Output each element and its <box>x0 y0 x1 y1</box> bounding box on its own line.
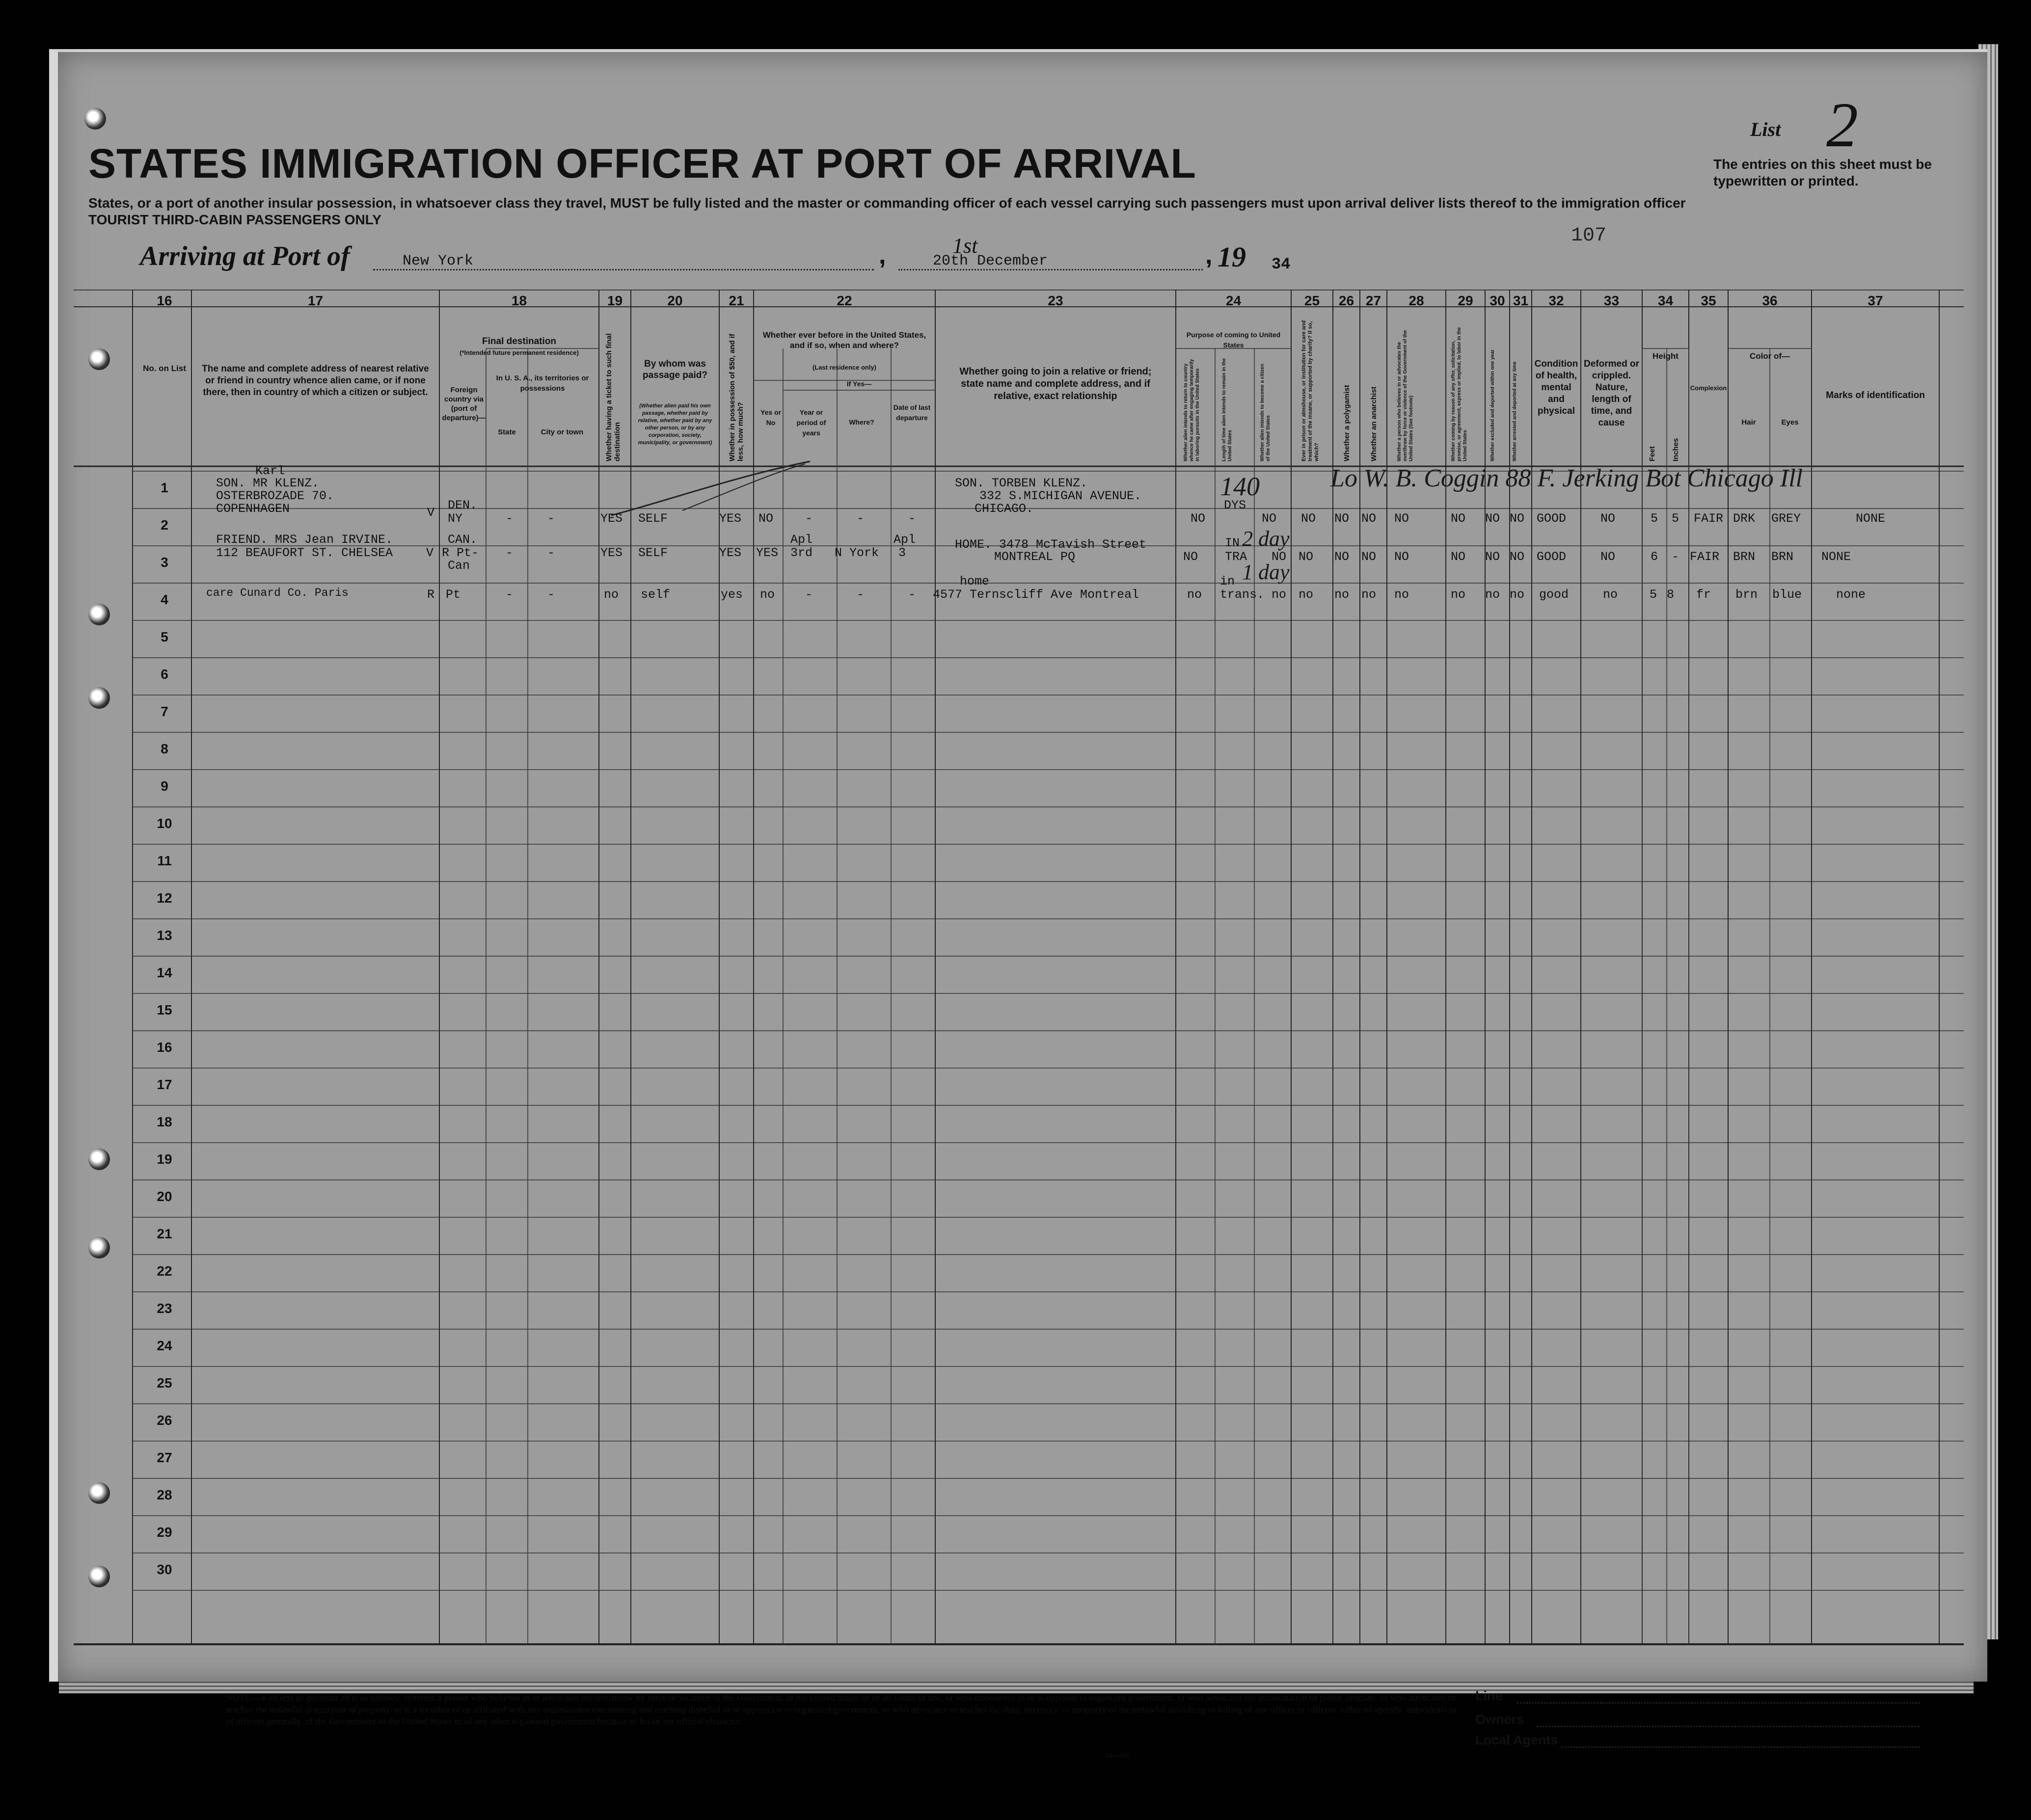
header-color-of: Color of— <box>1749 351 1790 361</box>
row-number: 16 <box>157 1040 172 1055</box>
column-number: 22 <box>837 293 852 308</box>
before-value: NO <box>758 511 774 526</box>
column-number: 21 <box>729 293 744 308</box>
relative-name: FRIEND. MRS Jean IRVINE. <box>216 533 393 547</box>
complexion-value: FAIR <box>1690 550 1720 564</box>
row-number: 3 <box>161 555 168 570</box>
header-marks: Marks of identification <box>1826 390 1925 401</box>
header-passage-note: (Whether alien paid his own passage, whether paid by relative, whether paid by any other person, or by any corporation, society, municipality, or government) <box>638 403 712 446</box>
complexion-value: FAIR <box>1694 511 1724 526</box>
row-number: 5 <box>161 629 168 644</box>
city-value: - <box>547 511 555 526</box>
state-value: - <box>506 546 514 560</box>
health-value: GOOD <box>1537 511 1567 526</box>
column-number: 30 <box>1489 293 1505 308</box>
length-value: TRA <box>1225 550 1247 564</box>
column-number: 20 <box>667 293 683 308</box>
document-title: STATES IMMIGRATION OFFICER AT PORT OF ARRIVAL <box>88 140 1196 187</box>
header-prison: Ever in prison or almshouse, or institution for care and treatment of the insane, or supported by charity? If so, which? <box>1301 320 1320 461</box>
column-number: 37 <box>1868 293 1883 308</box>
offer-value: NO <box>1451 550 1466 564</box>
list-instruction-note: The entries on this sheet must be typewritten or printed. <box>1713 157 1932 188</box>
return-value: no <box>1187 588 1202 602</box>
row-number: 17 <box>157 1077 172 1092</box>
header-excluded: Whether excluded and deported within one year <box>1490 349 1495 461</box>
health-value: GOOD <box>1537 550 1567 564</box>
length-value: DYS <box>1224 498 1246 512</box>
row-number: 21 <box>157 1226 172 1241</box>
polygamist-value: NO <box>1334 550 1350 564</box>
join-relative-address: 332 S.MICHIGAN AVENUE. <box>979 489 1142 503</box>
row-number: 26 <box>157 1413 172 1428</box>
column-number: 19 <box>607 293 623 308</box>
row-number: 29 <box>157 1525 172 1540</box>
header-date-departure: Date of last departure <box>893 403 931 422</box>
foreign-port: NY <box>448 511 463 526</box>
arrival-date: 20th December <box>933 253 1048 269</box>
year-prefix: 19 <box>1218 241 1246 273</box>
departure-value: Apl <box>894 533 916 547</box>
header-ticket: Whether having a ticket to such final destination <box>605 333 622 461</box>
header-feet: Feet <box>1648 446 1656 461</box>
header-final-destination: Final destination <box>482 336 556 347</box>
ticket-value: YES <box>600 511 623 526</box>
header-instructions: States, or a port of another insular possession, in whatsoever class they travel, MUST be fully listed and the master or commanding officer of each vessel carrying such passengers must upon arrival deliver lists thereof to the immigration officer <box>88 195 1686 211</box>
column-number: 16 <box>157 293 172 308</box>
marks-value: NONE <box>1821 550 1851 564</box>
header-yes-no: Yes or No <box>760 408 782 427</box>
comma-separator: , <box>879 241 886 269</box>
header-height: Height <box>1652 351 1679 361</box>
owners-underline <box>1537 1726 1920 1727</box>
column-number: 24 <box>1225 293 1242 308</box>
before-value: no <box>760 588 775 602</box>
passenger-class-line: TOURIST THIRD-CABIN PASSENGERS ONLY <box>88 212 381 227</box>
polygamist-value: NO <box>1334 511 1350 526</box>
row-number: 20 <box>157 1189 172 1204</box>
relative-given-name: Karl <box>255 464 285 478</box>
list-number: 2 <box>1826 90 1858 161</box>
anarchist-value: NO <box>1361 511 1377 526</box>
overthrow-value: NO <box>1394 511 1409 526</box>
list-label: List <box>1750 118 1781 140</box>
feet-value: 5 <box>1651 511 1658 526</box>
column-number: 28 <box>1408 293 1424 308</box>
citizen-value: no <box>1272 588 1287 602</box>
where-value: - <box>857 588 865 602</box>
relative-city: COPENHAGEN <box>216 502 290 516</box>
deformed-value: NO <box>1600 511 1616 526</box>
feet-value: 6 <box>1651 550 1658 564</box>
deported-value: NO <box>1510 550 1525 564</box>
header-polygamist: Whether a polygamist <box>1343 385 1351 461</box>
header-deformed: Deformed or crippled. Nature, length of time, and cause <box>1584 359 1639 428</box>
return-value: NO <box>1183 550 1198 564</box>
year-suffix: 34 <box>1272 255 1291 273</box>
deformed-value: no <box>1603 588 1618 602</box>
deformed-value: NO <box>1600 550 1616 564</box>
row-number: 27 <box>157 1450 172 1465</box>
header-eyes: Eyes <box>1781 418 1799 427</box>
length-handwritten: 140 <box>1220 472 1260 501</box>
column-number: 32 <box>1548 293 1564 308</box>
eyes-value: BRN <box>1771 550 1794 564</box>
row-number: 15 <box>157 1002 172 1017</box>
column-number: 18 <box>511 293 527 308</box>
offer-value: NO <box>1451 511 1466 526</box>
punch-hole-icon <box>84 108 106 130</box>
header-deported: Whether arrested and deported at any time <box>1512 361 1517 461</box>
column-number: 17 <box>307 293 324 308</box>
length-handwritten: 1 day <box>1242 560 1290 584</box>
money-value: yes <box>721 588 743 602</box>
row-number: 6 <box>161 667 168 682</box>
foreign-port: R Pt- <box>442 546 479 560</box>
row-number: 19 <box>157 1151 172 1167</box>
where-value: - <box>857 511 865 526</box>
foreign-country-2: Can <box>448 559 470 573</box>
prison-value: NO <box>1301 511 1316 526</box>
row-number: 23 <box>157 1301 172 1316</box>
departure-value: 3 <box>898 546 906 560</box>
check-mark: V <box>427 506 435 520</box>
citizen-value: NO <box>1272 550 1287 564</box>
join-relative-city: MONTREAL PQ <box>994 550 1076 564</box>
date-correction: 1st <box>952 234 978 258</box>
paid-by-value: SELF <box>638 546 668 560</box>
return-value: NO <box>1191 511 1206 526</box>
agents-underline <box>1561 1746 1920 1748</box>
year-value: Apl <box>790 533 813 547</box>
excluded-value: no <box>1485 588 1500 602</box>
column-number: 29 <box>1458 293 1473 308</box>
row-number: 8 <box>161 741 168 756</box>
header-year-period: Year or period of years <box>796 408 826 437</box>
row-number: 11 <box>157 853 172 868</box>
header-no-on-list: No. on List <box>143 364 186 373</box>
citizen-value: NO <box>1262 511 1277 526</box>
form-number: 14—480 <box>1105 1751 1131 1759</box>
header-final-destination-note: (*Intended future permanent residence) <box>460 349 579 356</box>
row-number: 13 <box>157 928 172 943</box>
city-value: - <box>547 546 555 560</box>
header-complexion: Complexion <box>1690 384 1727 392</box>
header-ever-before: Whether ever before in the United States, and if so, when and where? <box>762 330 926 350</box>
row-number: 30 <box>157 1562 172 1577</box>
join-relative-name: SON. TORBEN KLENZ. <box>955 476 1088 490</box>
row-number: 14 <box>157 965 172 980</box>
row-number: 22 <box>157 1263 172 1279</box>
header-overthrow: Whether a person who believes in or advocates the overthrow by force or violence of the Government of the United States (See footnote) <box>1397 330 1414 461</box>
row-number: 7 <box>161 704 168 719</box>
where-value: N York <box>835 546 879 560</box>
offer-value: no <box>1451 588 1466 602</box>
hair-value: brn <box>1735 588 1758 602</box>
city-value: - <box>547 588 555 602</box>
length-value: trans. <box>1220 588 1265 602</box>
join-relative-city: CHICAGO. <box>975 502 1034 516</box>
arrival-port: New York <box>403 253 474 269</box>
column-number: 36 <box>1762 293 1778 308</box>
excluded-value: NO <box>1485 511 1500 526</box>
handwritten-annotation: Lo W. B. Coggin 88 F. Jerking Bot Chicago Ill <box>1330 464 1803 492</box>
column-number: 25 <box>1304 293 1320 308</box>
prison-value: no <box>1299 588 1314 602</box>
inches-value: - <box>1672 550 1679 564</box>
departure-value: - <box>908 511 916 526</box>
length-value: IN <box>1225 536 1240 550</box>
row-number: 12 <box>157 890 172 906</box>
header-inches: Inches <box>1672 438 1680 461</box>
length-value: in <box>1220 574 1235 589</box>
stamp-number: 107 <box>1571 225 1607 247</box>
header-in-usa: In U. S. A., its territories or possessions <box>496 374 589 393</box>
header-labor-offer: Whether coming by reason of any offer, solicitation, promise, or agreement, express or implied, to labor in the United States <box>1451 327 1468 461</box>
column-number: 35 <box>1701 293 1716 308</box>
row-number: 28 <box>157 1487 172 1502</box>
health-value: good <box>1539 588 1569 602</box>
state-value: - <box>506 511 514 526</box>
year-value: - <box>805 511 813 526</box>
local-agents-label: Local Agents <box>1475 1733 1558 1747</box>
row-number: 18 <box>157 1114 172 1129</box>
row-number: 1 <box>161 480 168 495</box>
money-value: YES <box>719 511 742 526</box>
line-underline <box>1517 1702 1920 1704</box>
column-number: 26 <box>1338 293 1354 308</box>
anarchist-value: NO <box>1361 550 1377 564</box>
line-label: Line <box>1475 1688 1503 1703</box>
foreign-country: CAN. <box>448 533 478 547</box>
footnote-question-28: NOTE.—Full text of question 28 is as follows: Whether a person who believes in or advocates the overthrow by force or violence of the Government of the United States or of all forms of law, or who disbelieves in or is opposed to organized government, or who advocates the assassination of public officials, or who advocates or teaches the unlawful destruction of property, or is a member of or affiliated with any organization entertaining and teaching disbelief in or opposition to organized government, or who advocates or teaches the duty, necessity, or propriety of the unlawful assaulting or killing of any officer or officers, either of specific individuals or of officers generally, of the Government of the United States or of any other organized government because of his or her official character. <box>226 1693 1458 1727</box>
inches-value: 8 <box>1667 588 1675 602</box>
header-citizen-intent: Whether alien intends to become a citizen of the United States <box>1260 364 1271 461</box>
anarchist-value: no <box>1361 588 1377 602</box>
marks-value: none <box>1836 588 1866 602</box>
join-relative-address: HOME. 3478 McTavish Street <box>955 537 1147 552</box>
row-number: 25 <box>157 1375 172 1391</box>
header-city: City or town <box>541 428 584 436</box>
before-value: YES <box>756 546 779 560</box>
column-number: 31 <box>1513 293 1529 308</box>
comma-separator: , <box>1205 241 1213 269</box>
foreign-port: Pt <box>446 588 461 602</box>
column-number: 34 <box>1657 293 1674 308</box>
length-handwritten: 2 day <box>1242 527 1290 551</box>
eyes-value: GREY <box>1771 511 1801 526</box>
row-number: 4 <box>161 592 168 607</box>
header-state: State <box>498 428 516 436</box>
pen-stroke <box>609 456 815 525</box>
header-where: Where? <box>849 418 874 426</box>
deported-value: NO <box>1510 511 1525 526</box>
join-relative-address: 4577 Ternscliff Ave Montreal <box>933 588 1139 602</box>
deported-value: no <box>1510 588 1525 602</box>
eyes-value: blue <box>1772 588 1802 602</box>
header-passage-paid: By whom was passage paid? <box>643 359 707 380</box>
overthrow-value: no <box>1394 588 1409 602</box>
relative-name: SON. MR KLENZ. <box>216 476 320 490</box>
arriving-label: Arriving at Port of <box>140 241 350 271</box>
header-fifty-dollars: Whether in possession of $50, and if less, how much? <box>728 333 745 461</box>
header-foreign-country: Foreign country via (port of departure)— <box>442 386 486 422</box>
inches-value: 5 <box>1672 511 1679 526</box>
state-value: - <box>506 588 514 602</box>
relative-address: 112 BEAUFORT ST. CHELSEA <box>216 546 393 560</box>
header-return-intent: Whether alien intends to return to country whence he came after engaging temporarily in laboring pursuits in the United States <box>1183 359 1200 461</box>
column-number: 27 <box>1365 293 1381 308</box>
header-join-relative: Whether going to join a relative or friend; state name and complete address, and if relative, exact relationship <box>959 366 1152 401</box>
row-number: 24 <box>157 1338 172 1353</box>
excluded-value: NO <box>1485 550 1500 564</box>
header-health: Condition of health, mental and physical <box>1534 359 1578 416</box>
check-mark: V <box>426 546 434 560</box>
paid-by-value: SELF <box>638 511 668 526</box>
header-anarchist: Whether an anarchist <box>1370 386 1378 461</box>
feet-value: 5 <box>1650 588 1657 602</box>
hair-value: DRK <box>1733 511 1756 526</box>
year-value: 3rd <box>790 546 813 560</box>
prison-value: NO <box>1299 550 1314 564</box>
check-mark: R <box>427 588 435 602</box>
owners-label: Owners <box>1475 1712 1524 1727</box>
money-value: YES <box>719 546 742 560</box>
year-value: - <box>805 588 813 602</box>
relative-address: OSTERBROZADE 70. <box>216 489 334 503</box>
header-length-stay: Length of time alien intends to remain in the United States <box>1221 358 1233 461</box>
foreign-country: DEN. <box>448 498 478 512</box>
row-number: 2 <box>161 517 168 533</box>
column-number: 33 <box>1603 293 1620 308</box>
hair-value: BRN <box>1733 550 1756 564</box>
column-number: 23 <box>1048 293 1063 308</box>
header-hair: Hair <box>1741 418 1756 427</box>
polygamist-value: no <box>1334 588 1350 602</box>
header-last-residence: (Last residence only) <box>812 364 877 371</box>
header-nearest-relative: The name and complete address of nearest relative or friend in country whence alien came, or if none there, then in country of which a citizen or subject. <box>202 364 429 398</box>
header-if-yes: If Yes— <box>846 380 872 388</box>
ticket-value: no <box>604 588 619 602</box>
complexion-value: fr <box>1696 588 1711 602</box>
join-relative-label: home <box>960 574 990 589</box>
paid-by-value: self <box>641 588 671 602</box>
departure-value: - <box>908 588 916 602</box>
marks-value: NONE <box>1856 511 1886 526</box>
overthrow-value: NO <box>1394 550 1409 564</box>
header-purpose: Purpose of coming to United States <box>1186 331 1281 349</box>
relative-address: care Cunard Co. Paris <box>206 587 349 599</box>
row-number: 9 <box>161 778 168 794</box>
row-number: 10 <box>157 816 172 831</box>
ticket-value: YES <box>600 546 623 560</box>
